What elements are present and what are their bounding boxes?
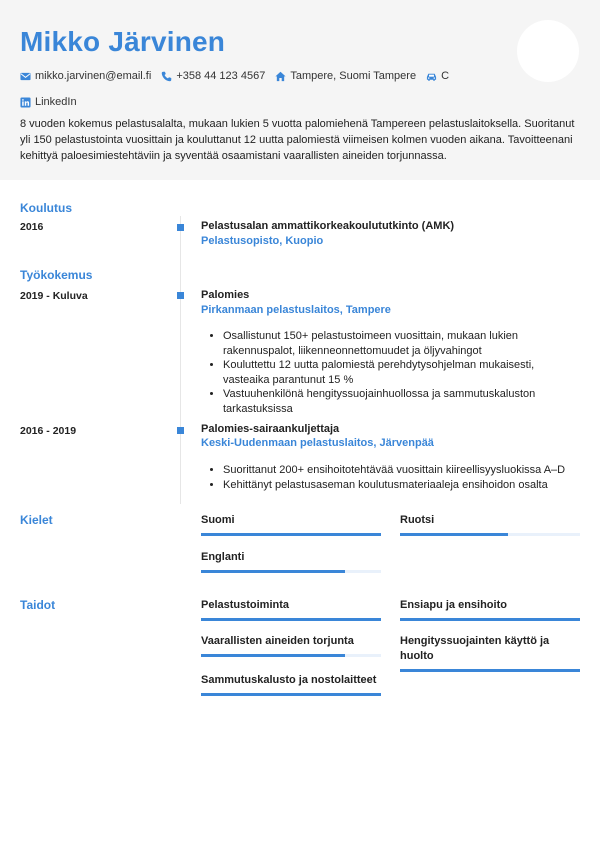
skill-level-fill [400,669,580,672]
experience-date-1: 2019 - Kuluva [20,290,88,302]
timeline-marker [177,292,184,299]
skill-item [201,634,381,657]
timeline-marker [177,427,184,434]
experience-section-title: Työkokemus [20,268,93,282]
language-label: Englanti [201,551,245,563]
skill-level-bar [201,654,381,657]
experience-org-1: Pirkanmaan pelastuslaitos, Tampere [201,304,391,316]
skill-label: Ensiapu ja ensihoito [400,599,507,611]
contact-row-2 [20,95,459,109]
contact-location-text: Tampere, Suomi Tampere [290,70,417,82]
phone-icon [161,71,172,82]
skill-label: Sammutuskalusto ja nostolaitteet [201,674,377,686]
contact-phone-text: +358 44 123 4567 [176,70,266,82]
profile-photo-placeholder [517,20,579,82]
skill-level-bar [400,618,580,621]
contact-driving-license-text: C [441,70,450,82]
list-item: • Kouluttettu 12 uutta palomiestä perehdytysohjelman mukaisesti, vasteaika parantunut 15 % [223,358,583,387]
timeline-line [180,216,181,504]
language-label: Suomi [201,514,235,526]
skill-level-fill [201,693,381,696]
timeline-marker [177,224,184,231]
contact-location [275,70,416,82]
contact-driving-license [426,70,449,82]
language-item [400,513,580,536]
skill-level-fill [201,618,381,621]
resume-header [0,0,600,180]
skill-level-bar [201,618,381,621]
skill-item [400,598,580,621]
experience-org-2: Keski-Uudenmaan pelastuslaitos, Järvenpää [201,437,434,449]
contact-linkedin-text: LinkedIn [35,96,77,108]
language-level-fill [201,533,381,536]
contact-phone[interactable] [161,70,265,82]
list-item: • Suorittanut 200+ ensihoitotehtävää vuosittain kiireellisyysluokissa A–D [223,463,583,478]
language-level-bar [201,570,381,573]
experience-bullets-2 [201,463,583,492]
languages-section-title: Kielet [20,513,53,527]
skills-section-title: Taidot [20,598,56,612]
experience-role-1: Palomies [201,289,250,301]
language-item [201,513,381,536]
skill-label: Vaarallisten aineiden torjunta [201,635,354,647]
contact-row-1 [20,69,459,83]
skill-level-fill [400,618,580,621]
language-level-bar [400,533,580,536]
language-level-fill [400,533,508,536]
experience-bullets-1 [201,329,583,416]
list-item: • Vastuuhenkilönä hengityssuojainhuollossa ja sammutuskaluston tarkastuksissa [223,387,583,416]
skill-level-bar [201,693,381,696]
skill-item [400,634,580,672]
contact-linkedin[interactable] [20,96,77,108]
contact-email-text: mikko.jarvinen@email.fi [35,70,152,82]
list-item: • Kehittänyt pelastusaseman koulutusmateriaaleja ensihoidon osalta [223,478,583,493]
contact-email[interactable] [20,70,151,82]
skill-level-fill [201,654,345,657]
skill-item [201,673,381,696]
language-level-fill [201,570,345,573]
profile-summary: 8 vuoden kokemus pelastusalalta, mukaan lukien 5 vuotta palomiehenä Tampereen pelastuslaitoksella. Suoritanut yli 150 pelastustointa vuosittain ja kouluttanut 12 uutta palomiestä viimeisen kolmen vuoden aikana. Tavoitteenani kehittyä paloesimiestehtäviin ja syventää osaamistani vaarallisten aineiden torjunnassa. [20,118,575,162]
home-icon [275,71,286,82]
education-section-title: Koulutus [20,201,72,215]
car-icon [426,71,437,82]
list-item: • Osallistunut 150+ pelastustoimeen vuosittain, mukaan lukien rakennuspalot, liikenneonnettomuudet ja öljyvahingot [223,329,583,358]
language-level-bar [201,533,381,536]
education-school: Pelastusopisto, Kuopio [201,235,324,247]
skill-label: Hengityssuojainten käyttö ja huolto [400,635,550,662]
experience-date-2: 2016 - 2019 [20,425,77,437]
language-label: Ruotsi [400,514,435,526]
skill-label: Pelastustoiminta [201,599,290,611]
contact-info [20,69,459,109]
experience-role-2: Palomies-sairaankuljettaja [201,423,340,435]
candidate-name: Mikko Järvinen [20,26,226,57]
envelope-icon [20,71,31,82]
linkedin-icon [20,97,31,108]
language-item [201,550,381,573]
education-degree: Pelastusalan ammattikorkeakoulututkinto (AMK) [201,220,455,232]
skill-level-bar [400,669,580,672]
education-date: 2016 [20,221,44,233]
skill-item [201,598,381,621]
